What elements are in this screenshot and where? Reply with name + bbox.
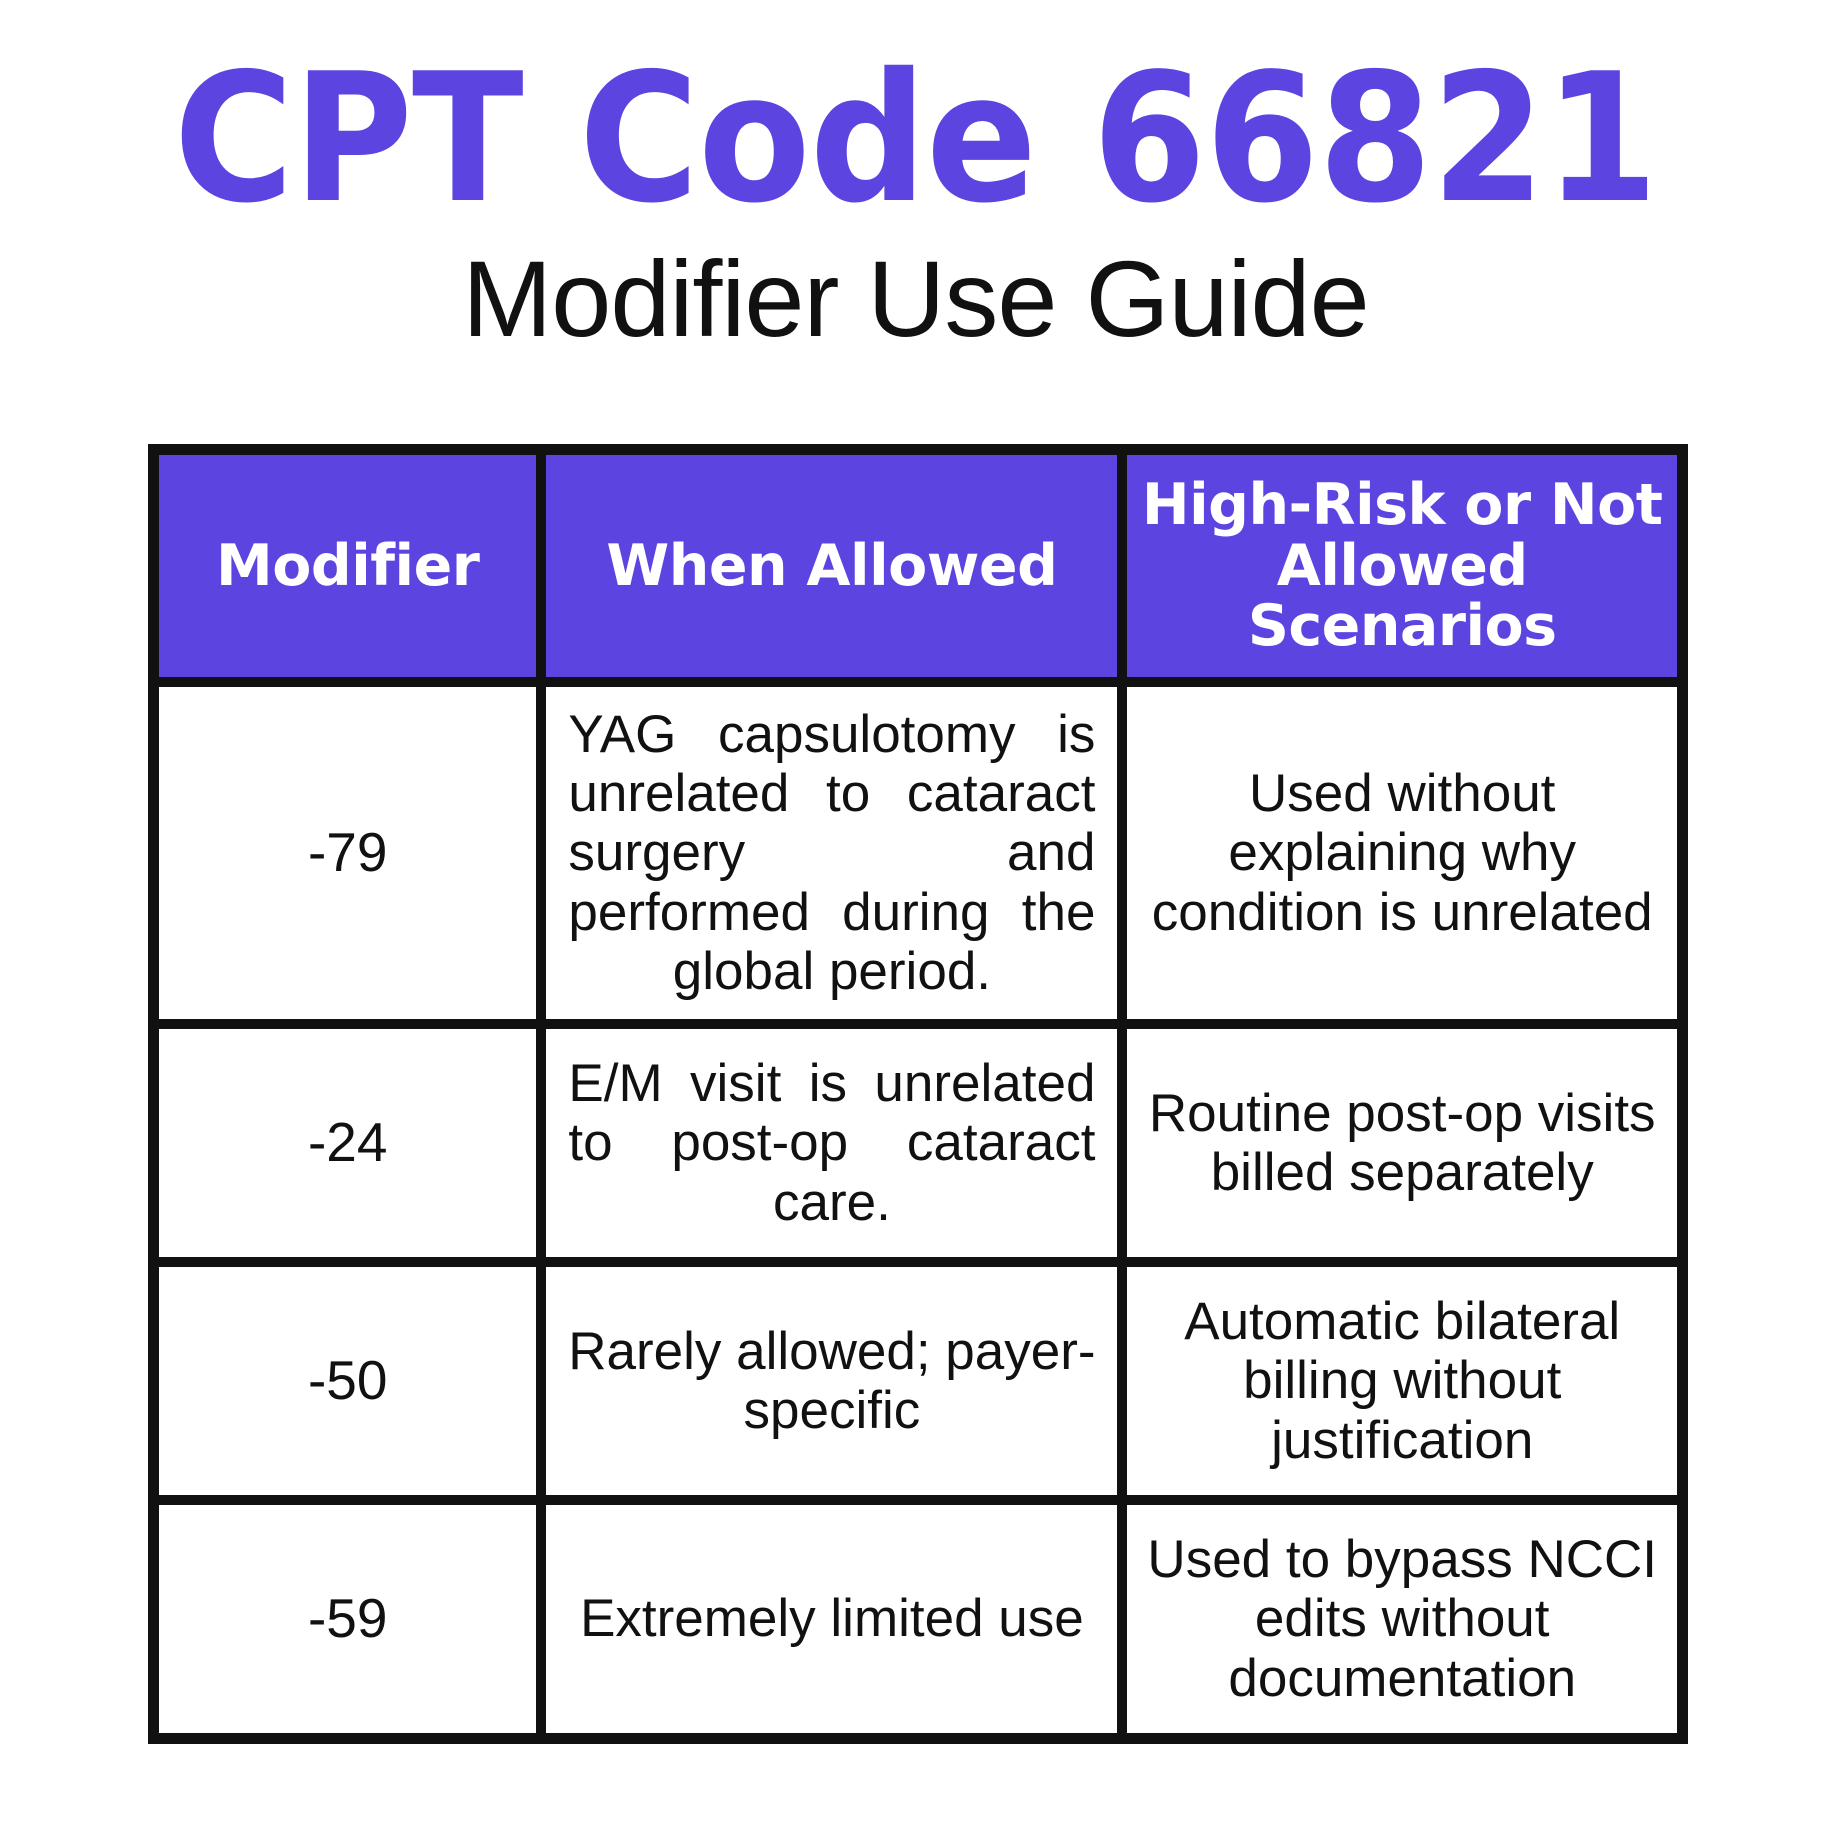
column-header-high-risk: High-Risk or Not Allowed Scenarios xyxy=(1122,450,1682,682)
table-body xyxy=(154,682,1682,1738)
cell-when-allowed: Extremely limited use xyxy=(541,1500,1122,1738)
cell-modifier: -79 xyxy=(154,682,541,1024)
modifier-guide-table xyxy=(148,444,1688,1744)
column-header-when-allowed: When Allowed xyxy=(541,450,1122,682)
table-header-row xyxy=(154,450,1682,682)
table-header xyxy=(154,450,1682,682)
cell-when-allowed: YAG capsulotomy is unrelated to cataract surgery and performed during the global period. xyxy=(541,682,1122,1024)
page-subtitle: Modifier Use Guide xyxy=(462,238,1369,359)
cell-high-risk: Used without explaining why condition is unrelated xyxy=(1122,682,1682,1024)
table-row xyxy=(154,682,1682,1024)
table-row xyxy=(154,1262,1682,1500)
column-header-modifier: Modifier xyxy=(154,450,541,682)
table-row xyxy=(154,1500,1682,1738)
modifier-table-container xyxy=(148,444,1688,1744)
cell-modifier: -50 xyxy=(154,1262,541,1500)
cell-when-allowed: Rarely allowed; payer-specific xyxy=(541,1262,1122,1500)
cell-modifier: -24 xyxy=(154,1024,541,1262)
cell-when-allowed: E/M visit is unrelated to post-op cataract care. xyxy=(541,1024,1122,1262)
cell-high-risk: Routine post-op visits billed separately xyxy=(1122,1024,1682,1262)
title-block xyxy=(0,0,1831,359)
page-title: CPT Code 66821 xyxy=(173,35,1658,242)
cell-modifier: -59 xyxy=(154,1500,541,1738)
cell-high-risk: Used to bypass NCCI edits without documentation xyxy=(1122,1500,1682,1738)
table-row xyxy=(154,1024,1682,1262)
cell-high-risk: Automatic bilateral billing without justification xyxy=(1122,1262,1682,1500)
